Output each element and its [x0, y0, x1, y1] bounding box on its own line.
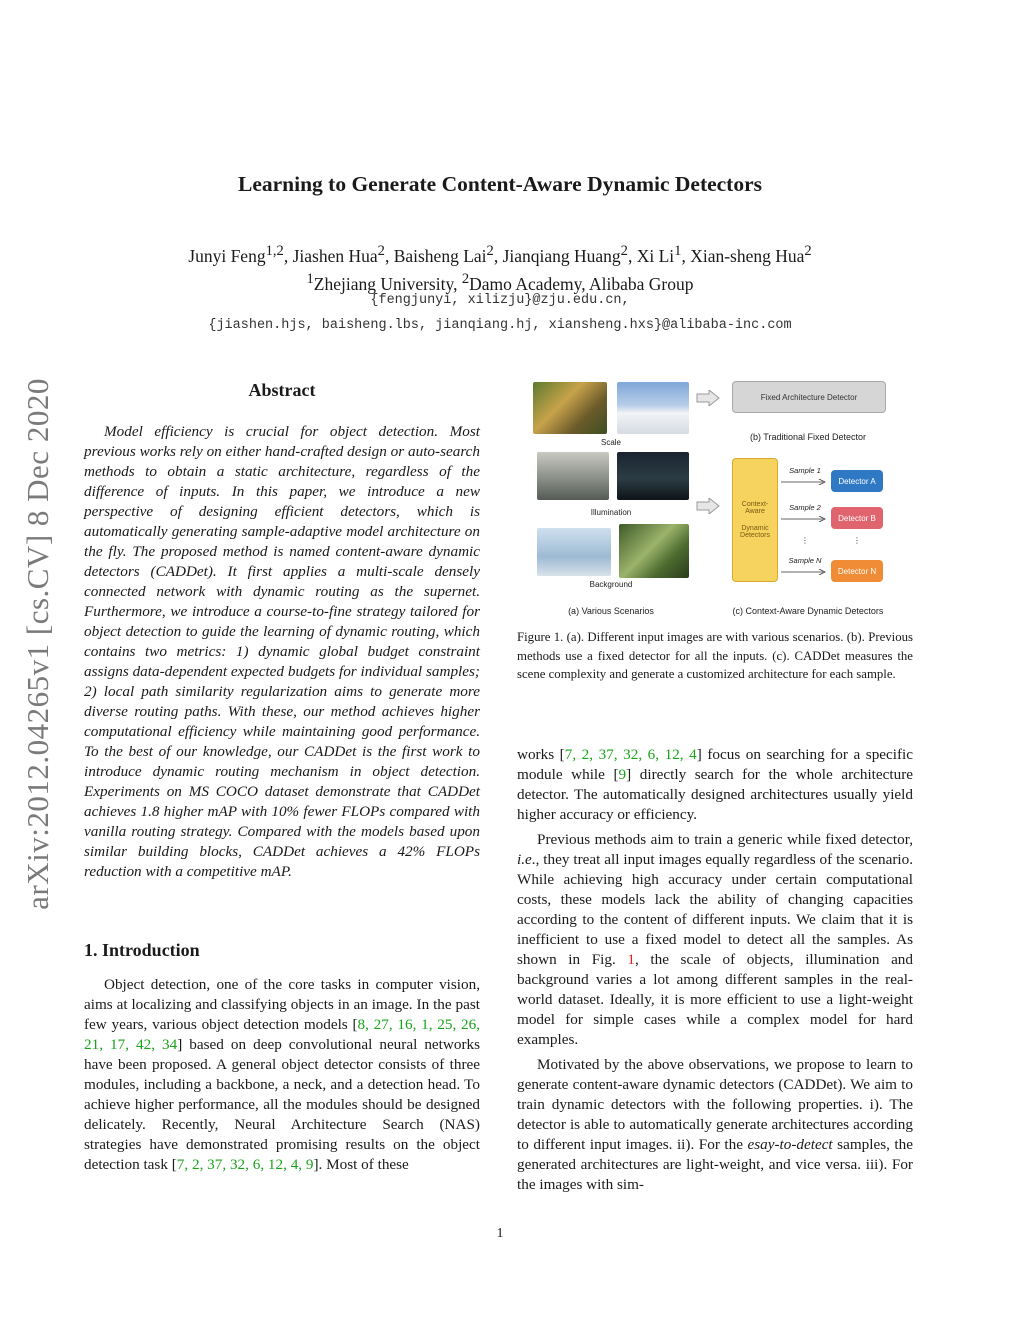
photo-street: [537, 452, 609, 500]
citation-link[interactable]: 9: [618, 766, 627, 783]
author-block: [0, 240, 1000, 296]
abstract-text: Model efficiency is crucial for object detection. Most previous works rely on either hand-crafted design or auto-search methods to obtain a static architecture, regardless of the difference of inputs. In this paper, we introduce a new perspective of designing efficient detectors, which is automatically generating sample-adaptive model architecture on the fly. The proposed method is named content-aware dynamic detectors (CADDet). It first applies a multi-scale densely connected network with dynamic routing as the supernet. Furthermore, we introduce a course-to-fine strategy tailored for object detection to guide the learning of dynamic routing, which contains two metrics: 1) dynamic global budget constraint assigns data-dependent expected budgets for individual samples; 2) local path similarity regularization aims to generate more diverse routing paths. With these, our method achieves higher computational efficiency while maintaining good performance. To the best of our knowledge, our CADDet is the first work to introduce dynamic routing mechanism in object detection. Experiments on MS COCO dataset demonstrate that CADDet achieves 1.8 higher mAP with 10% fewer FLOPs compared with vanilla routing strategy. Compared with the models based upon similar building blocks, CADDet achieves a 42% FLOPs reduction with a competitive mAP.: [84, 423, 480, 880]
arxiv-stamp: [18, 360, 58, 928]
intro-paragraph-2: [517, 745, 913, 825]
author-name: Xi Li: [636, 245, 675, 266]
arrow-right-icon: [781, 569, 827, 575]
label-various: (a) Various Scenarios: [568, 606, 654, 616]
vdots: ⋮: [801, 536, 809, 545]
affil-sup: 1: [306, 270, 314, 287]
author-name: Xian-sheng Hua: [690, 245, 805, 266]
arrow-right-icon: [781, 479, 827, 485]
page-number: 1: [496, 1226, 504, 1241]
label-sample-n: Sample N: [788, 556, 822, 565]
text-run: samples, the generated architectures are light-weight, and vice versa. iii). For the images with sim-: [517, 1136, 913, 1193]
affiliation: Damo Academy, Alibaba Group: [469, 273, 694, 294]
text-run: ]. Most of these: [313, 1156, 409, 1173]
affil-sup: 2: [461, 270, 470, 287]
label-scale: Scale: [600, 438, 621, 447]
figure-link[interactable]: 1: [627, 951, 635, 968]
photo-giraffe: [533, 382, 607, 434]
abstract-section: [84, 380, 480, 882]
affiliation: Zhejiang University,: [313, 273, 462, 294]
vdots: ⋮: [853, 536, 861, 545]
italic-run: esay-to-detect: [747, 1136, 833, 1153]
photo-bird: [619, 524, 689, 578]
citation-link[interactable]: 8, 27, 16, 1, 25, 26, 21, 17, 42, 34: [84, 1016, 480, 1053]
italic-run: i.e: [517, 851, 532, 868]
author-sup: 1: [674, 243, 682, 259]
label-background: Background: [589, 580, 633, 589]
author-name: Jiashen Hua: [292, 245, 378, 266]
detector-a-box: Detector A: [831, 470, 883, 492]
text-run: Previous methods aim to train a generic while fixed detector,: [537, 831, 913, 848]
email-line-1: {fengjunyi, xilizju}@zju.edu.cn,: [370, 293, 630, 308]
intro-paragraph-1: [84, 975, 480, 1175]
arrow-right-icon: [696, 498, 720, 514]
figure-caption: Figure 1. (a). Different input images are with various scenarios. (b). Previous methods use a fixed detector for all the inputs. (c). CADDet measures the scene complexity and generate a customized architecture for each sample.: [517, 630, 913, 681]
text-run: ] based on deep convolutional neural networks have been proposed. A general object detector consists of three modules, including a backbone, a neck, and a detection head. To achieve higher performance, all the modules should be designed delicately. Recently, Neural Architecture Search (NAS) strategies have demonstrated promising results on the object detection task [: [84, 1036, 480, 1173]
paper-title: Learning to Generate Content-Aware Dynamic Detectors: [237, 172, 763, 196]
text-run: , the scale of objects, illumination and background varies a lot among different samples in the real-world dataset. Ideally, it is more efficient to use a light-weight model for simple cases while a complex model for hard examples.: [517, 951, 913, 1048]
abstract-heading: Abstract: [248, 380, 316, 400]
citation-link[interactable]: 7, 2, 37, 32, 6, 12, 4, 9: [176, 1156, 314, 1173]
author-sup: 2: [377, 243, 385, 259]
intro-heading: 1. Introduction: [84, 940, 200, 960]
text-run: ., they treat all input images equally regardless of the scenario. While achieving high accuracy under certain computational costs, these models lack the ability of changing capacities according to the content of different inputs. We claim that it is inefficient to use a fixed model to detect all the samples. As shown in Fig.: [517, 851, 913, 968]
author-name: Baisheng Lai: [393, 245, 487, 266]
text-run: ] focus on searching for a specific module while [: [517, 746, 914, 783]
author-line: Junyi Feng$^{1,2}$, Jiashen Hua$^2$, Baisheng Lai$^2$, Jianqiang Huang$^2$, Xi Li$^1$, Xian-sheng Hua$^2$: [188, 243, 812, 266]
label-sample-2: Sample 2: [789, 503, 821, 512]
detector-b-box: Detector B: [831, 507, 883, 529]
photo-night: [617, 452, 689, 500]
text-run: ] directly search for the whole architecture detector. The automatically designed architectures usually yield higher accuracy or efficiency.: [517, 766, 913, 823]
email-line-2: {jiashen.hjs, baisheng.lbs, jianqiang.hj, xiansheng.hxs}@alibaba-inc.com: [208, 318, 792, 333]
intro-section: [84, 940, 480, 1175]
fixed-detector-box: Fixed Architecture Detector: [732, 381, 886, 413]
intro-paragraph-3: [517, 830, 913, 1050]
affiliation-line: [0, 268, 1000, 296]
label-illumination: Illumination: [590, 508, 632, 517]
arrow-right-icon: [696, 390, 720, 406]
cad-line-2: Dynamic Detectors: [740, 525, 770, 539]
label-traditional: (b) Traditional Fixed Detector: [749, 432, 867, 442]
text-run: works [: [517, 746, 565, 763]
cad-box: [732, 458, 778, 582]
detector-n-box: Detector N: [831, 560, 883, 582]
arrow-right-icon: [781, 516, 827, 522]
citation-link[interactable]: 7, 2, 37, 32, 6, 12, 4: [564, 746, 697, 763]
text-run: Motivated by the above observations, we propose to learn to generate content-aware dynamic detectors (CADDet). We aim to train dynamic detectors with the following properties. i). The detector is able to automatically generate architectures according to different input images. ii). For the: [517, 1056, 913, 1153]
author-name: Junyi Feng: [188, 245, 266, 266]
intro-paragraph-4: [517, 1055, 913, 1195]
cad-line-1: Context-Aware: [741, 501, 769, 515]
author-sup: 2: [620, 243, 628, 259]
photo-airplane: [537, 528, 611, 576]
right-column-text: [517, 745, 913, 1195]
label-context-aware: (c) Context-Aware Dynamic Detectors: [732, 606, 884, 616]
text-run: Object detection, one of the core tasks in computer vision, aims at localizing and classifying objects in an image. In the past few years, various object detection models [: [84, 976, 480, 1033]
author-sup: 2: [486, 243, 494, 259]
author-sup: 1,2: [265, 243, 284, 259]
arxiv-id: arXiv:2012.04265v1 [cs.CV] 8 Dec 2020: [20, 378, 55, 910]
figure-1: [533, 378, 903, 622]
author-sup: 2: [804, 243, 812, 259]
photo-skier: [617, 382, 689, 434]
label-sample-1: Sample 1: [789, 466, 821, 475]
author-name: Jianqiang Huang: [502, 245, 621, 266]
